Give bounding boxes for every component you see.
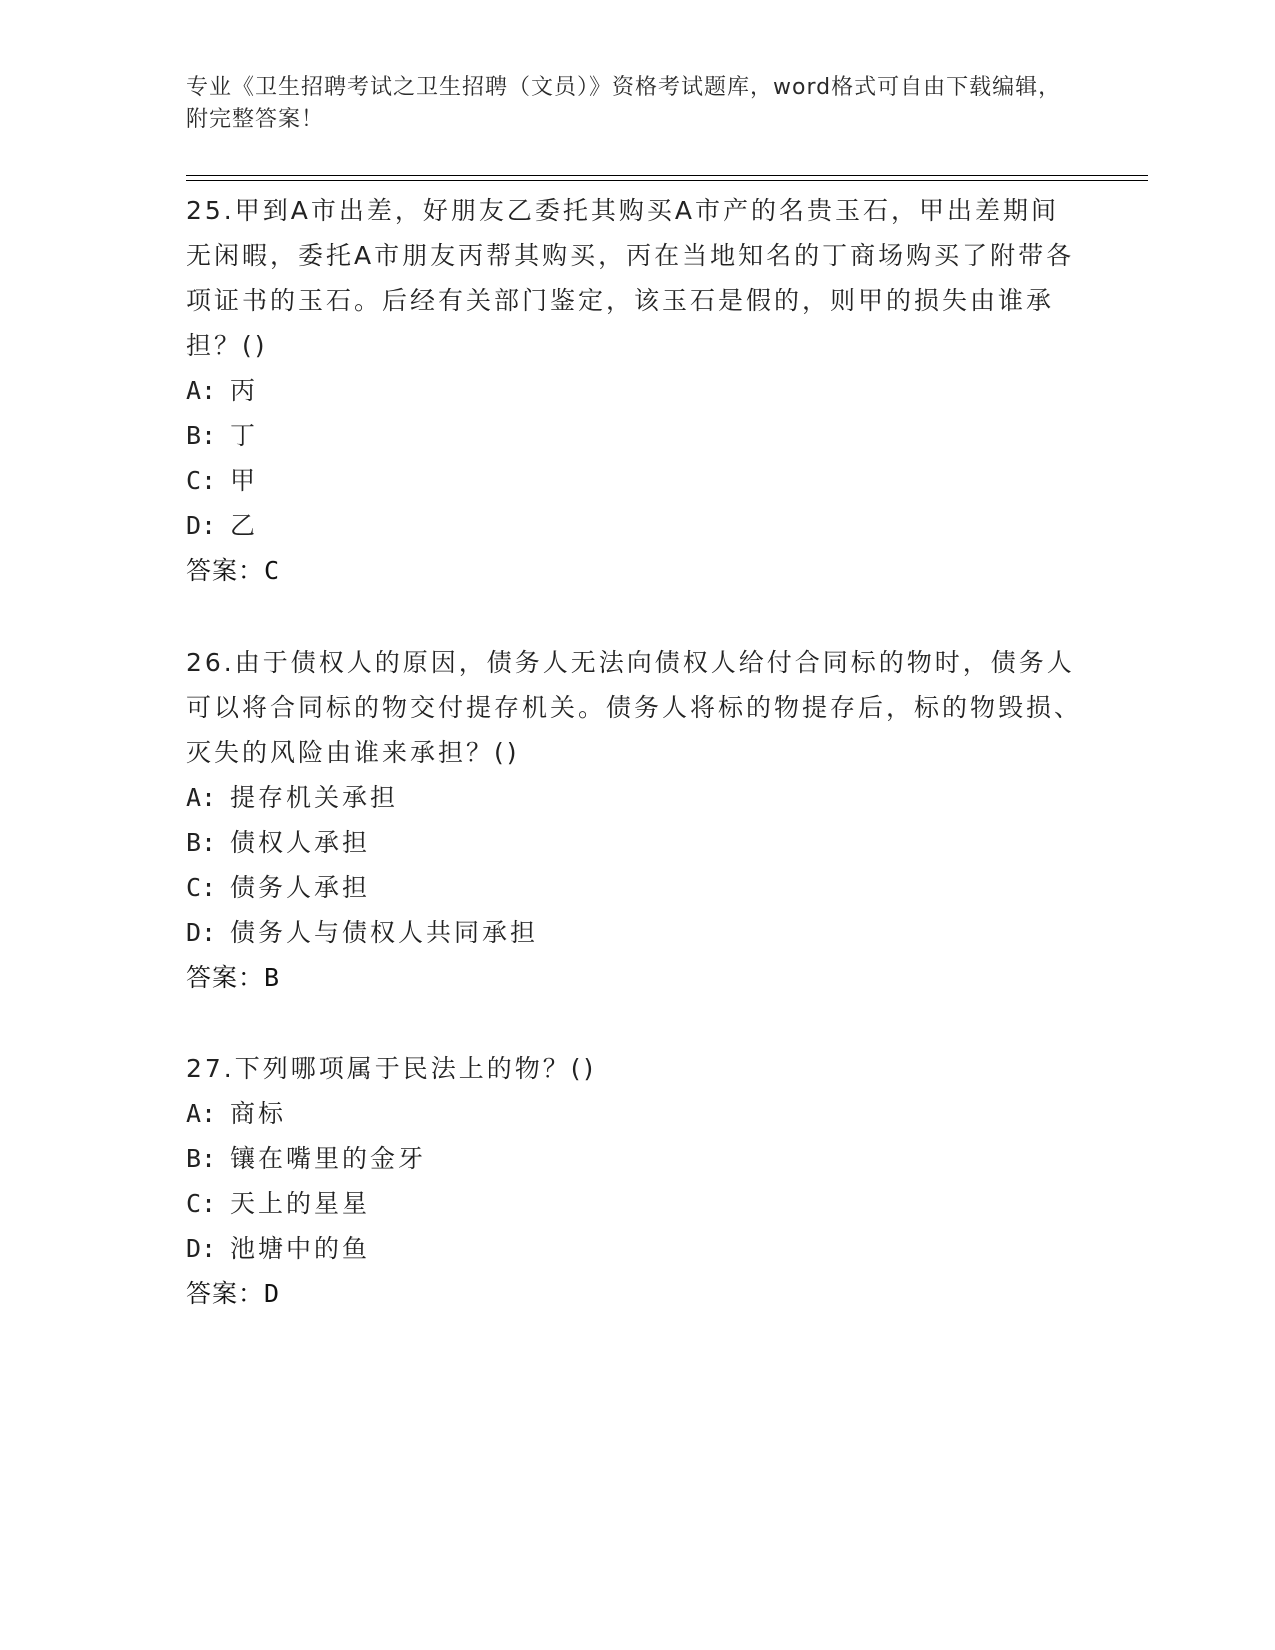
question-25 [186, 188, 1086, 593]
answer-line [186, 548, 1086, 593]
option-key: A: [186, 1099, 217, 1128]
option-d [186, 1226, 1086, 1271]
option-key: A: [186, 376, 217, 405]
option-key: B: [186, 421, 217, 450]
option-b [186, 413, 1086, 458]
option-text: 债权人承担 [230, 828, 371, 857]
option-text: 甲 [230, 466, 259, 495]
question-stem: 27.下列哪项属于民法上的物？() [186, 1054, 597, 1083]
option-b [186, 1136, 1086, 1181]
option-key: C: [186, 466, 217, 495]
option-key: D: [186, 511, 217, 540]
header-divider-bottom [186, 180, 1148, 181]
answer-value: C [264, 556, 281, 585]
option-text: 提存机关承担 [230, 783, 399, 812]
answer-value: D [264, 1279, 281, 1308]
answer-line [186, 1271, 1086, 1316]
option-text: 池塘中的鱼 [230, 1234, 371, 1263]
option-c [186, 1181, 1086, 1226]
option-key: C: [186, 1189, 217, 1218]
option-key: B: [186, 828, 217, 857]
option-key: D: [186, 1234, 217, 1263]
option-d [186, 503, 1086, 548]
option-text: 丁 [230, 421, 259, 450]
option-a [186, 1091, 1086, 1136]
question-27 [186, 1046, 1086, 1316]
option-a [186, 368, 1086, 413]
option-text: 镶在嘴里的金牙 [230, 1144, 427, 1173]
option-key: B: [186, 1144, 217, 1173]
answer-label: 答案： [186, 963, 265, 992]
header-divider-top [186, 175, 1148, 176]
option-key: C: [186, 873, 217, 902]
option-key: A: [186, 783, 217, 812]
option-text: 丙 [230, 376, 259, 405]
answer-line [186, 955, 1086, 1000]
question-stem: 26.由于债权人的原因，债务人无法向债权人给付合同标的物时，债务人可以将合同标的物交付提存机关。债务人将标的物提存后，标的物毁损、灭失的风险由谁来承担？() [186, 648, 1083, 767]
answer-value: B [264, 963, 281, 992]
option-text: 商标 [230, 1099, 287, 1128]
option-c [186, 865, 1086, 910]
document-header: 专业《卫生招聘考试之卫生招聘（文员）》资格考试题库，word格式可自由下载编辑，附完整答案！ [186, 75, 1062, 132]
question-26 [186, 640, 1086, 1000]
option-c [186, 458, 1086, 503]
answer-label: 答案： [186, 556, 265, 585]
option-text: 债务人与债权人共同承担 [230, 918, 539, 947]
option-text: 乙 [230, 511, 259, 540]
option-text: 债务人承担 [230, 873, 371, 902]
option-d [186, 910, 1086, 955]
option-text: 天上的星星 [230, 1189, 371, 1218]
question-stem: 25.甲到A市出差，好朋友乙委托其购买A市产的名贵玉石，甲出差期间无闲暇，委托A市朋友丙帮其购买，丙在当地知名的丁商场购买了附带各项证书的玉石。后经有关部门鉴定，该玉石是假的，则甲的损失由谁承担？() [186, 196, 1075, 360]
option-a [186, 775, 1086, 820]
option-b [186, 820, 1086, 865]
option-key: D: [186, 918, 217, 947]
answer-label: 答案： [186, 1279, 265, 1308]
